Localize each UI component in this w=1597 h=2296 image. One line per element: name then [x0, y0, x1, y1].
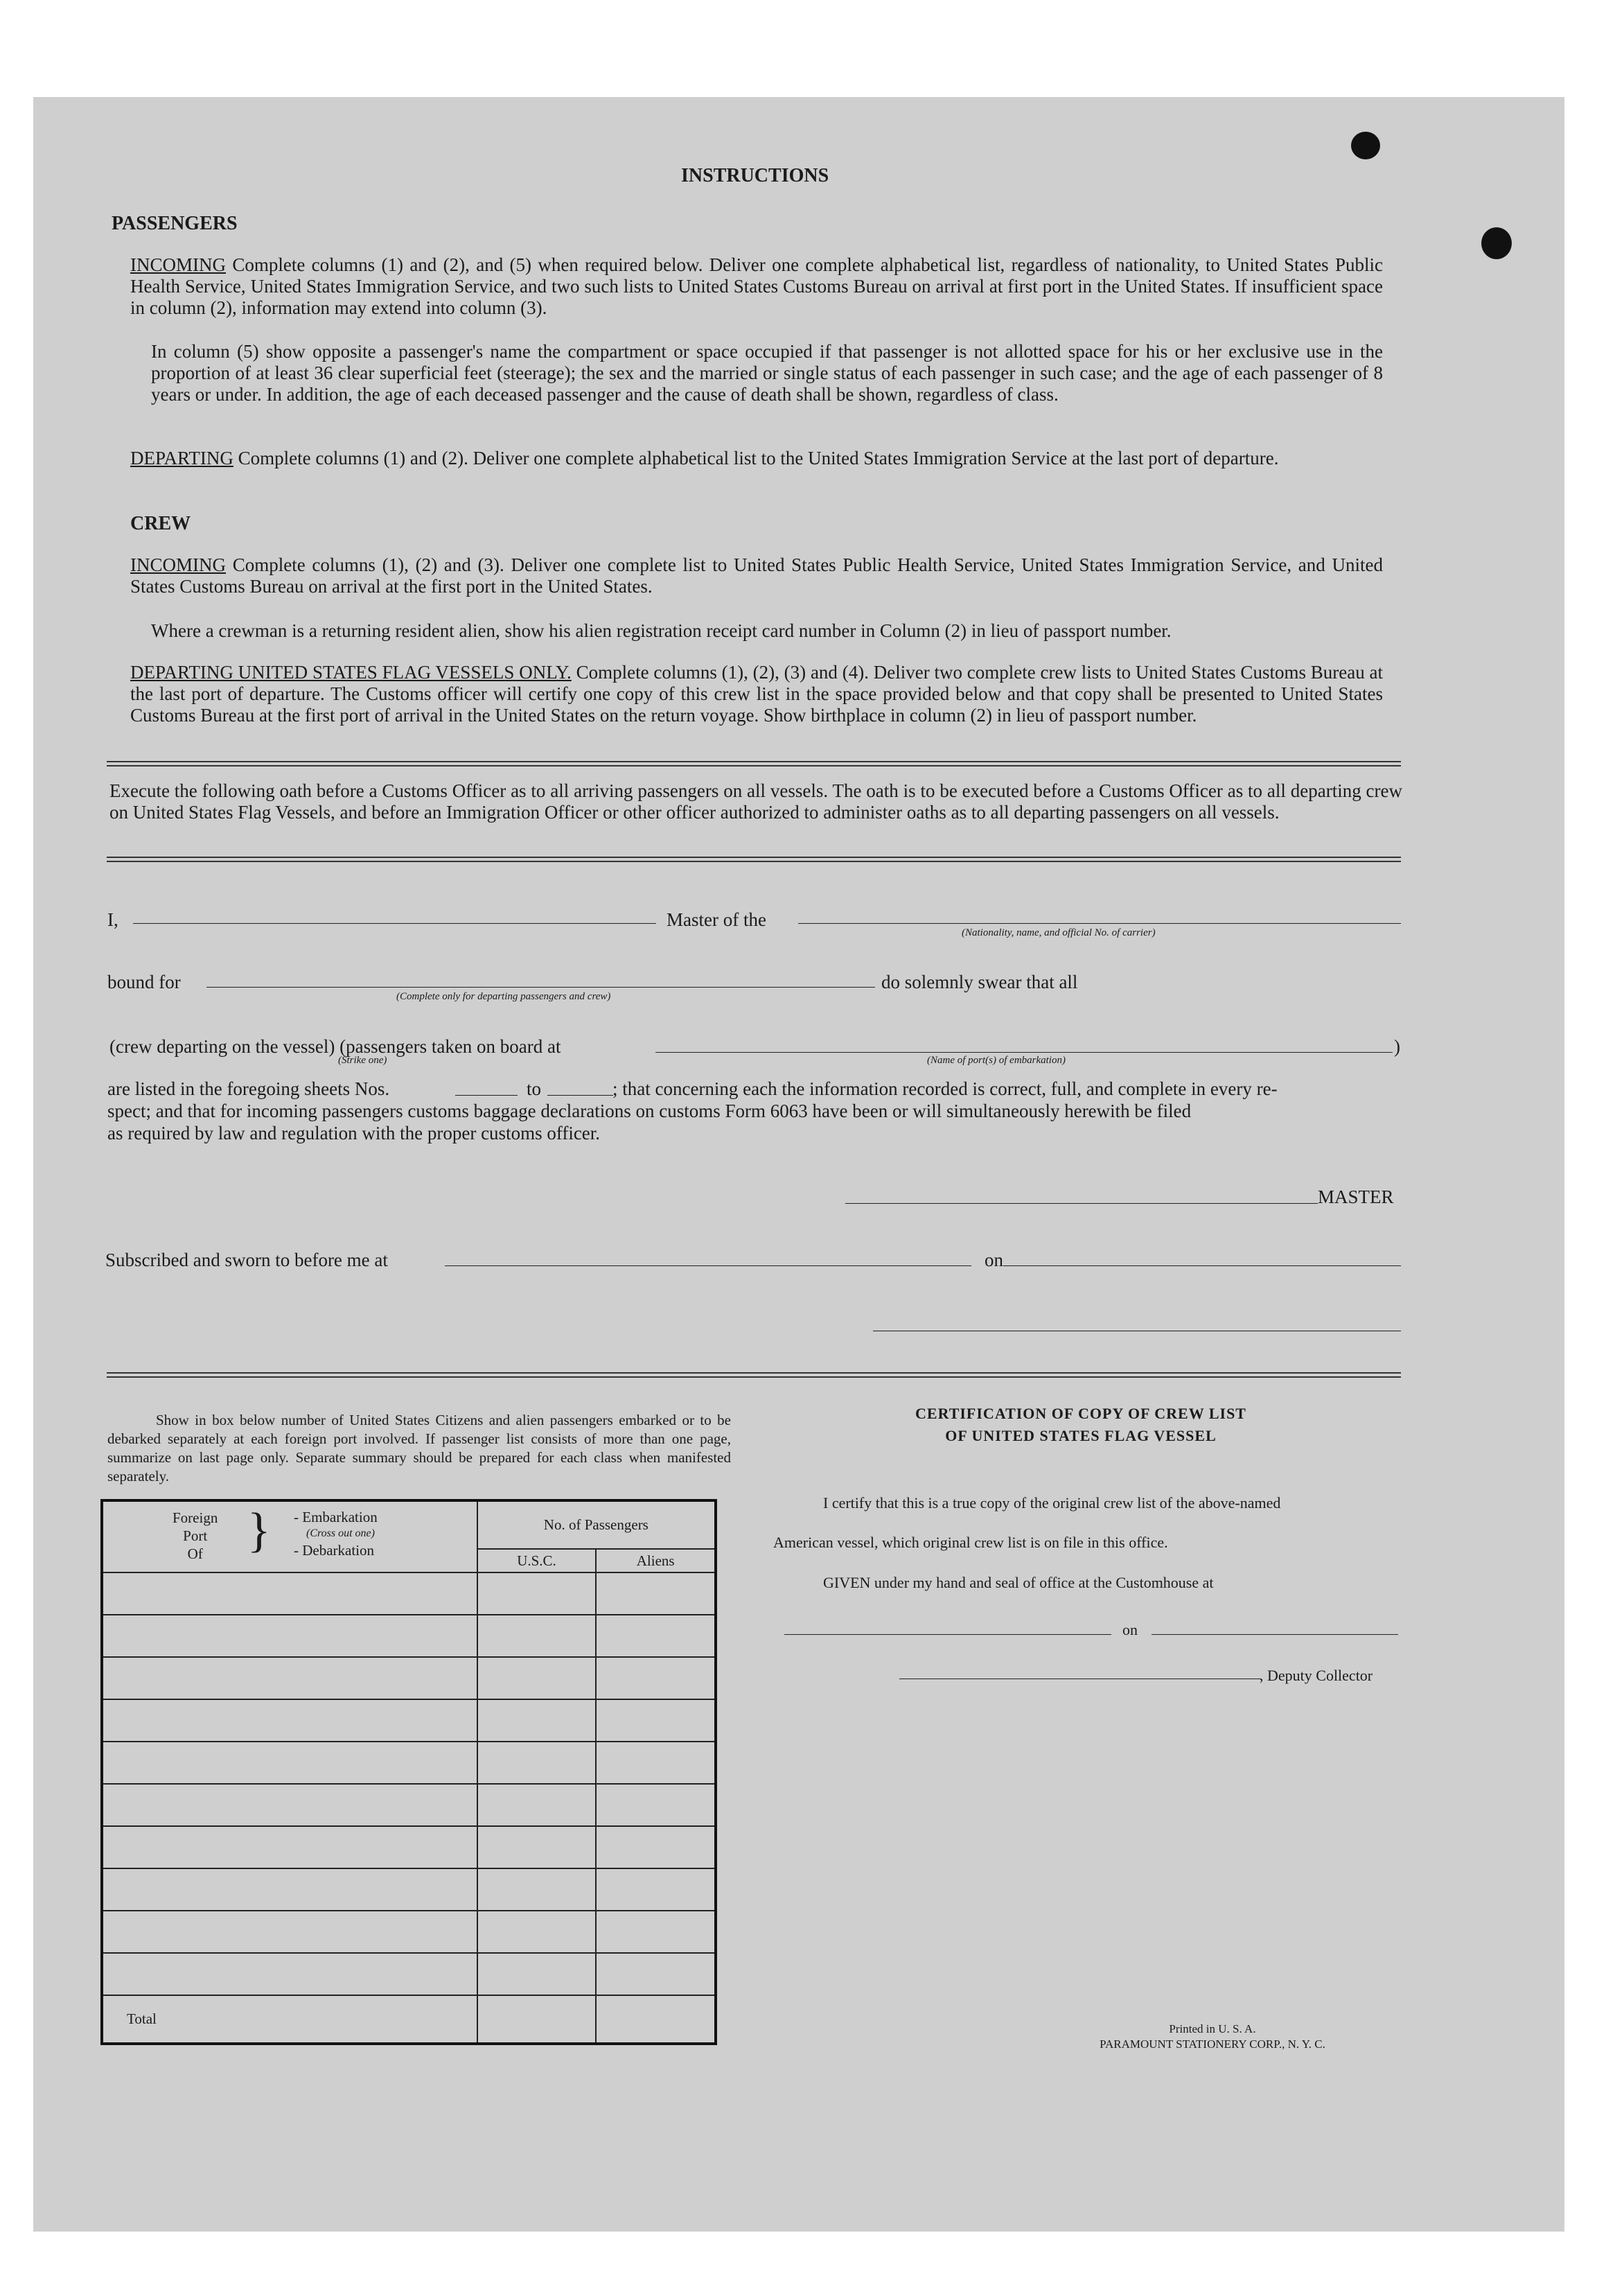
debarkation-label: - Debarkation — [294, 1542, 375, 1559]
column5-paragraph: In column (5) show opposite a passenger's name the compartment or space occupied if that passenger is not allotted space for his or her exclusive use in the proportion of at least 36 clear superficial feet (steerage); the sex and the married or single status of each passenger in such case; and the age of each passenger of 8 years or under. In addition, the age of each deceased passenger and the cause of death shall be shown, regardless of class. — [151, 341, 1383, 405]
crew-departing-label: DEPARTING UNITED STATES FLAG VESSELS ONLY. — [130, 662, 572, 683]
departing-text: Complete columns (1) and (2). Deliver one complete alphabetical list to the United States Immigration Service at the last port of departure. — [233, 448, 1279, 468]
crew-incoming-label: INCOMING — [130, 554, 226, 575]
strike-one-caption: (Strike one) — [338, 1055, 387, 1066]
ports-caption: (Name of port(s) of embarkation) — [927, 1055, 1066, 1066]
aliens-cell[interactable] — [596, 1657, 716, 1699]
total-label — [102, 1995, 477, 2044]
swear-text: do solemnly swear that all — [881, 972, 1078, 992]
listed-to: to — [527, 1078, 542, 1099]
usc-cell[interactable] — [477, 1615, 597, 1657]
aliens-cell[interactable] — [596, 1826, 716, 1868]
passengers-departing-paragraph — [130, 448, 1383, 469]
sworn-date-line[interactable] — [1003, 1265, 1401, 1266]
aliens-cell[interactable] — [596, 1868, 716, 1911]
divider — [107, 1372, 1401, 1378]
embarkation-ports-line[interactable] — [655, 1052, 1393, 1053]
aliens-cell[interactable] — [596, 1742, 716, 1784]
passenger-summary-table — [100, 1499, 717, 2045]
carrier-caption: (Nationality, name, and official No. of carrier) — [962, 927, 1156, 938]
crew-incoming-paragraph — [130, 554, 1383, 597]
incoming-text: Complete columns (1) and (2), and (5) when required below. Deliver one complete alphabetical list, regardless of nationality, to United States Public Health Service, United States Immigration Service, and two such lists to United States Customs Bureau on arrival at first port in the United States. If insufficient space in column (2), information may extend into column (3). — [130, 254, 1383, 318]
departing-label: DEPARTING — [130, 448, 233, 468]
master-signature-line[interactable] — [845, 1203, 1318, 1204]
port-cell[interactable] — [102, 1572, 477, 1615]
aliens-cell[interactable] — [596, 1615, 716, 1657]
master-name-line[interactable] — [133, 923, 656, 924]
incoming-label: INCOMING — [130, 254, 226, 275]
certification-date-line[interactable] — [1152, 1634, 1398, 1635]
listed-sheets-text: are listed in the foregoing sheets Nos. — [107, 1078, 390, 1099]
usc-cell[interactable] — [477, 1911, 597, 1953]
crew-departing-paragraph — [130, 662, 1383, 726]
certification-on: on — [1122, 1621, 1138, 1638]
usc-cell[interactable] — [477, 1868, 597, 1911]
usc-cell[interactable] — [477, 1572, 597, 1615]
subscribed-text: Subscribed and sworn to before me at — [105, 1250, 388, 1270]
carrier-line[interactable] — [798, 923, 1401, 924]
foreign-port-label — [173, 1509, 218, 1563]
bound-for-line[interactable] — [206, 987, 875, 988]
aliens-header: Aliens — [596, 1549, 716, 1572]
port-cell[interactable] — [102, 1953, 477, 1995]
listed-line-4: as required by law and regulation with the proper customs officer. — [107, 1123, 601, 1143]
page-title: INSTRUCTIONS — [681, 165, 829, 186]
aliens-cell[interactable] — [596, 1784, 716, 1826]
oath-intro: Execute the following oath before a Customs Officer as to all arriving passengers on all vessels. The oath is to be executed before a Customs Officer as to all departing crew on United States Flag Vessels, and before an Immigration Officer or other officer authorized to administer oaths as to all departing passengers on all vessels. — [109, 780, 1402, 823]
no-passengers-header: No. of Passengers — [477, 1500, 716, 1549]
usc-cell[interactable] — [477, 1784, 597, 1826]
of-label: Of — [187, 1545, 203, 1562]
port-cell[interactable] — [102, 1784, 477, 1826]
customhouse-line[interactable] — [784, 1634, 1111, 1635]
port-cell[interactable] — [102, 1699, 477, 1742]
foreign-label: Foreign — [173, 1509, 218, 1526]
oath-i: I, — [107, 909, 118, 930]
bound-for-label: bound for — [107, 972, 181, 992]
master-of-the-label: Master of the — [667, 909, 766, 930]
port-cell[interactable] — [102, 1615, 477, 1657]
certification-heading — [804, 1404, 1358, 1446]
aliens-cell[interactable] — [596, 1953, 716, 1995]
cross-out-label: (Cross out one) — [306, 1527, 375, 1539]
certification-heading-2: OF UNITED STATES FLAG VESSEL — [945, 1427, 1217, 1444]
crew-heading: CREW — [130, 513, 191, 534]
usc-total-cell[interactable] — [477, 1995, 597, 2044]
usc-cell[interactable] — [477, 1953, 597, 1995]
sworn-place-line[interactable] — [445, 1265, 971, 1266]
certification-line-1: I certify that this is a true copy of the original crew list of the above-named — [823, 1494, 1281, 1511]
passengers-incoming-paragraph — [130, 254, 1383, 319]
ink-blot — [1351, 132, 1380, 159]
usc-cell[interactable] — [477, 1657, 597, 1699]
deputy-collector-label: , Deputy Collector — [1260, 1667, 1373, 1684]
divider — [107, 761, 1401, 766]
crew-departing-text-line: (crew departing on the vessel) (passengers taken on board at — [109, 1036, 561, 1057]
port-cell[interactable] — [102, 1742, 477, 1784]
usc-header: U.S.C. — [477, 1549, 597, 1572]
usc-cell[interactable] — [477, 1826, 597, 1868]
usc-cell[interactable] — [477, 1699, 597, 1742]
certification-line-2: American vessel, which original crew list is on file in this office. — [773, 1534, 1168, 1551]
aliens-cell[interactable] — [596, 1572, 716, 1615]
resident-alien-paragraph: Where a crewman is a returning resident alien, show his alien registration receipt card number in Column (2) in lieu of passport number. — [151, 620, 1172, 641]
close-paren: ) — [1394, 1036, 1400, 1057]
brace-icon: } — [247, 1504, 271, 1557]
crew-incoming-text: Complete columns (1), (2) and (3). Deliver one complete list to United States Public Health Service, United States Immigration Service, and United States Customs Bureau on arrival at the first port in the United States. — [130, 554, 1383, 597]
passengers-heading: PASSENGERS — [112, 213, 238, 234]
printer-line-2: PARAMOUNT STATIONERY CORP., N. Y. C. — [1100, 2038, 1325, 2051]
port-cell[interactable] — [102, 1911, 477, 1953]
usc-cell[interactable] — [477, 1742, 597, 1784]
aliens-cell[interactable] — [596, 1911, 716, 1953]
printer-line-1: Printed in U. S. A. — [1169, 2022, 1256, 2035]
certification-line-3: GIVEN under my hand and seal of office at the Customhouse at — [823, 1574, 1214, 1591]
port-label: Port — [183, 1527, 208, 1544]
sheet-from-line[interactable] — [455, 1095, 518, 1096]
sworn-on-label: on — [985, 1250, 1003, 1270]
listed-line-3: spect; and that for incoming passengers customs baggage declarations on customs Form 6063 have been or will simultaneously herewith be filed — [107, 1101, 1192, 1121]
sheet-to-line[interactable] — [547, 1095, 613, 1096]
summary-instructions: Show in box below number of United States Citizens and alien passengers embarked or to be debarked separately at each foreign port involved. If passenger list consists of more than one page, summarize on last page only. Separate summary should be prepared for each class when manifested separately. — [107, 1412, 731, 1484]
ink-blot — [1481, 227, 1512, 259]
divider — [107, 857, 1401, 862]
total-text: Total — [127, 2010, 157, 2027]
embark-labels — [294, 1509, 378, 1559]
port-cell[interactable] — [102, 1826, 477, 1868]
aliens-cell[interactable] — [596, 1699, 716, 1742]
port-cell[interactable] — [102, 1657, 477, 1699]
aliens-total-cell[interactable] — [596, 1995, 716, 2044]
embarkation-label: - Embarkation — [294, 1509, 378, 1525]
crew-departing-text: Complete columns (1), (2), (3) and (4). Deliver two complete crew lists to United States Customs Bureau at the last port of departure. The Customs officer will certify one copy of this crew list in the space provided below and that copy shall be presented to United States Customs Bureau at the first port of arrival in the United States on the return voyage. Show birthplace in column (2) in lieu of passport number. — [130, 662, 1383, 726]
listed-continuation: ; that concerning each the information recorded is correct, full, and complete in every re- — [612, 1078, 1278, 1099]
certification-heading-1: CERTIFICATION OF COPY OF CREW LIST — [915, 1405, 1246, 1422]
bound-caption: (Complete only for departing passengers and crew) — [396, 991, 611, 1002]
port-cell[interactable] — [102, 1868, 477, 1911]
printer-imprint — [1053, 2022, 1372, 2052]
master-label: MASTER — [1318, 1186, 1394, 1207]
